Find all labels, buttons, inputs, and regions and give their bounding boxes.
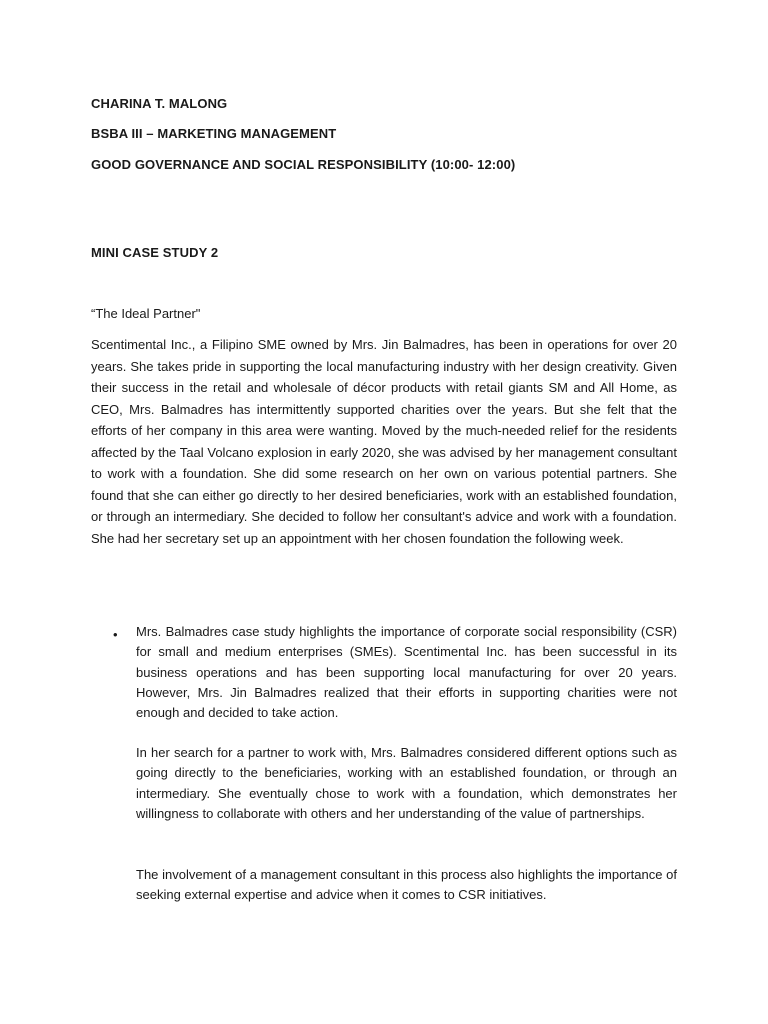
answer-paragraph-1: Mrs. Balmadres case study highlights the importance of corporate social responsibility (CSR) for small and medium enterprises (SMEs). Scentimental Inc. has been successful in its business operations and has been supporting local manufacturing for over 20 years. However, Mrs. Jin Balmadres realized that their efforts in supporting charities were not enough and decided to take action. xyxy=(136,624,677,721)
answer-paragraph-3: The involvement of a management consultant in this process also highlights the importance of seeking external expertise and advice when it comes to CSR initiatives. xyxy=(136,867,677,903)
student-name: CHARINA T. MALONG xyxy=(91,96,228,111)
course-line: BSBA III – MARKETING MANAGEMENT xyxy=(91,126,337,141)
case-study-label: MINI CASE STUDY 2 xyxy=(91,245,219,260)
answer-paragraph-2: In her search for a partner to work with, Mrs. Balmadres considered different options such as going directly to the beneficiaries, working with an established foundation, or through an intermediary. She eventually chose to work with a foundation, which demonstrates her willingness to collaborate with others and her understanding of the value of partnerships. xyxy=(136,745,677,821)
subject-line: GOOD GOVERNANCE AND SOCIAL RESPONSIBILITY (10:00- 12:00) xyxy=(91,157,516,172)
case-title: “The Ideal Partner" xyxy=(91,306,201,321)
bullet-icon: • xyxy=(113,627,118,642)
case-paragraph: Scentimental Inc., a Filipino SME owned by Mrs. Jin Balmadres, has been in operations for over 20 years. She takes pride in supporting the local manufacturing industry with her design creativity. Given their success in the retail and wholesale of décor products with retail giants SM and All Home, as CEO, Mrs. Balmadres has intermittently supported charities over the years. But she felt that the efforts of her company in this area were wanting. Moved by the much-needed relief for the residents affected by the Taal Volcano explosion in early 2020, she was advised by her management consultant to work with a foundation. She did some research on her own on various potential partners. She found that she can either go directly to her desired beneficiaries, work with an established foundation, or through an intermediary. She decided to follow her consultant's advice and work with a foundation. She had her secretary set up an appointment with her chosen foundation the following week. xyxy=(91,337,677,546)
